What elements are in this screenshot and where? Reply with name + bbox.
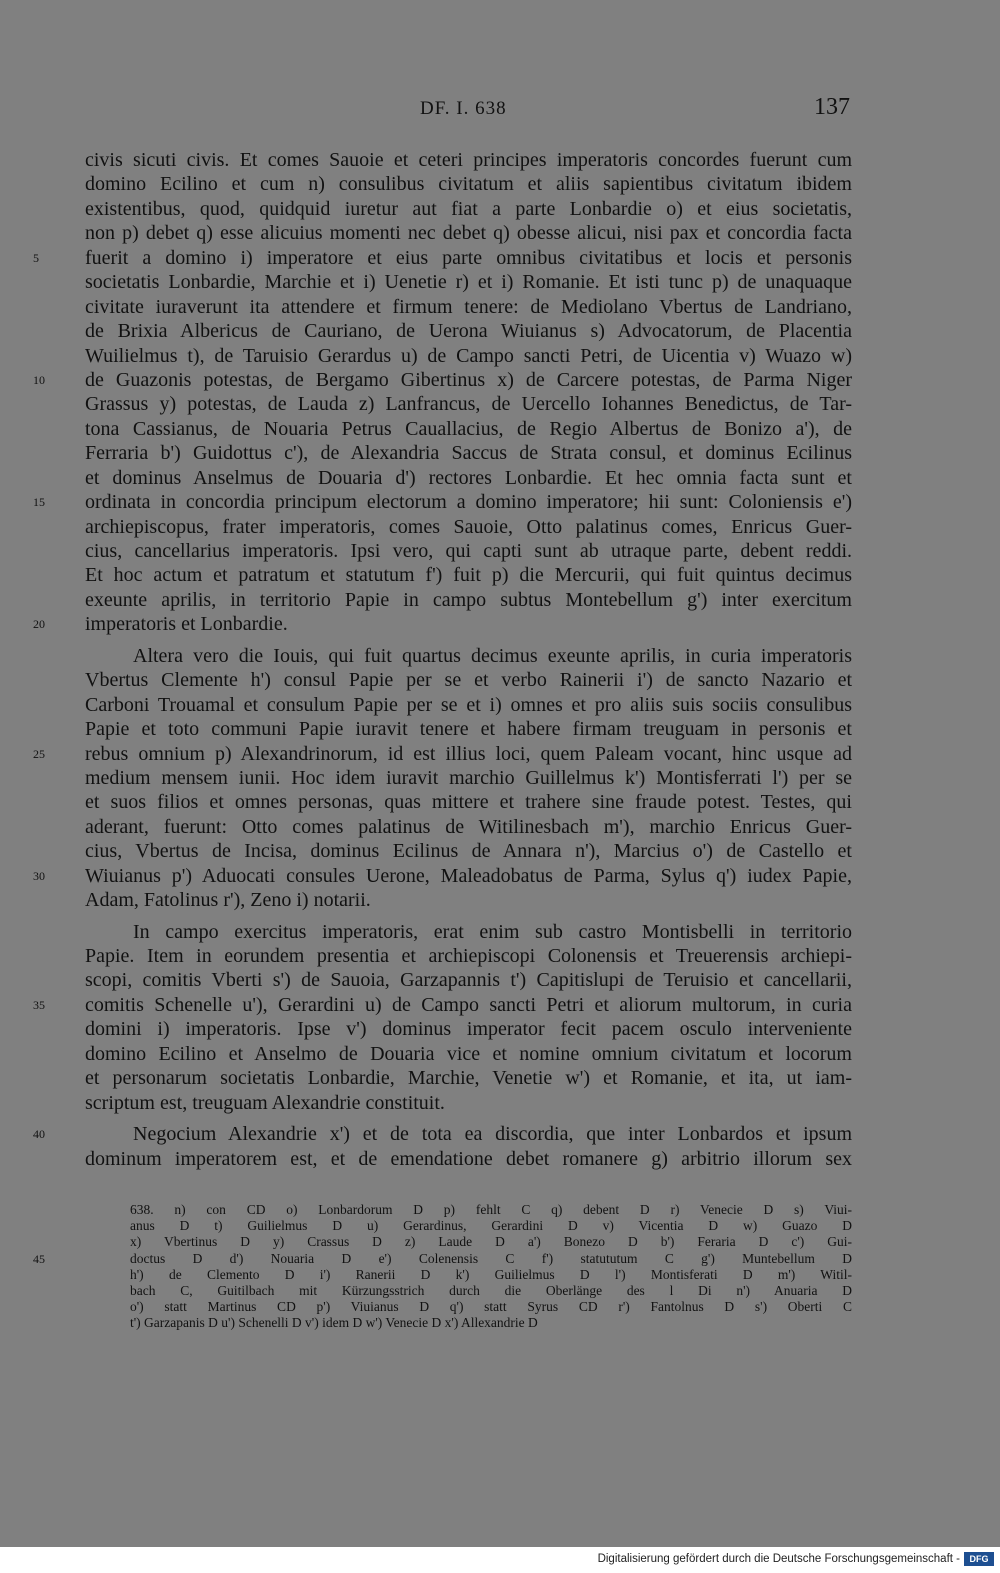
text-line xyxy=(85,392,852,416)
text-line xyxy=(85,888,852,912)
line-number: 5 xyxy=(33,250,39,265)
dfg-logo-icon: DFG xyxy=(964,1552,994,1566)
text-line xyxy=(130,1315,852,1331)
line-text: domini i) imperatoris. Ipse v') dominus imperator fecit pacem osculo interveniente xyxy=(85,1018,852,1041)
line-text: fuerit a domino i) imperatore et eius parte omnibus civitatibus et locis et personis xyxy=(85,246,852,269)
line-number: 10 xyxy=(33,372,45,387)
paragraph-gap xyxy=(85,913,852,920)
text-line xyxy=(85,668,852,692)
text-line xyxy=(33,1250,852,1267)
paragraph-gap xyxy=(85,1115,852,1122)
text-line xyxy=(33,368,852,392)
line-text: archiepiscopus, frater imperatoris, comes Sauoie, Otto palatinus comes, Enricus Guer- xyxy=(85,515,852,538)
line-text: In campo exercitus imperatoris, erat enim sub castro Montisbelli in territorio xyxy=(133,920,852,943)
text-line xyxy=(85,968,852,992)
line-text: cius, Vbertus de Incisa, dominus Ecilinus de Annara n'), Marcius o') de Castello et xyxy=(85,840,852,863)
line-text: Papie. Item in eorundem presentia et archiepiscopi Colonensis et Treuerensis archiepi- xyxy=(85,945,852,967)
text-line xyxy=(85,717,852,741)
text-line xyxy=(85,319,852,343)
text-line xyxy=(85,295,852,319)
text-line xyxy=(85,920,852,944)
text-line xyxy=(85,539,852,563)
text-line xyxy=(33,1122,852,1146)
line-text: tona Cassianus, de Nouaria Petrus Cauallacius, de Regio Albertus de Bonizo a'), de xyxy=(85,417,852,440)
running-head: DF. I. 638 xyxy=(420,98,507,119)
page-number: 137 xyxy=(814,94,850,120)
line-text: de Guazonis potestas, de Bergamo Gibertinus x) de Carcere potestas, de Parma Niger xyxy=(85,368,852,391)
line-text: Vbertus Clemente h') consul Papie per se et verbo Rainerii i') de sancto Nazario et xyxy=(85,669,852,692)
line-text: 638. n) con CD o) Lonbardorum D p) fehlt C q) debent D r) Venecie D s) Viui- xyxy=(130,1202,852,1217)
paragraph-gap xyxy=(85,637,852,644)
line-text: Wiuianus p') Aduocati consules Uerone, Maleadobatus de Parma, Sylus q') iudex Papie, xyxy=(85,864,852,887)
line-text: non p) debet q) esse alicuius momenti nec debet q) obesse alicui, nisi pax et concordia facta xyxy=(85,222,852,245)
main-text xyxy=(33,148,852,1171)
text-line xyxy=(85,766,852,790)
line-text: Altera vero die Iouis, qui fuit quartus decimus exeunte aprilis, in curia imperatoris xyxy=(133,644,852,667)
line-text: x) Vbertinus D y) Crassus D z) Laude D a') Bonezo D b') Feraria D c') Gui- xyxy=(130,1234,852,1250)
text-line xyxy=(85,563,852,587)
line-number: 25 xyxy=(33,746,45,761)
text-line xyxy=(33,612,852,636)
text-line xyxy=(130,1234,852,1250)
line-text: Negocium Alexandrie x') et de tota ea discordia, que inter Lonbardos et ipsum xyxy=(133,1123,852,1146)
line-text: aderant, fuerunt: Otto comes palatinus de Witilinesbach m'), marchio Enricus Guer- xyxy=(85,815,852,838)
line-text: imperatoris et Lonbardie. xyxy=(85,613,288,636)
line-text: existentibus, quod, quidquid iuretur aut fiat a parte Lonbardie o) et eius societatis, xyxy=(85,197,852,220)
line-text: exeunte aprilis, in territorio Papie in campo subtus Montebellum g') inter exercitum xyxy=(85,588,852,611)
text-line xyxy=(85,148,852,172)
line-text: Papie et toto communi Papie iuravit tenere et habere firmam treuguam in personis et xyxy=(85,718,852,741)
line-text: scriptum est, treuguam Alexandrie constituit. xyxy=(85,1091,445,1114)
line-text: de Brixia Albericus de Cauriano, de Uerona Wiuianus s) Advocatorum, de Placentia xyxy=(85,320,852,343)
line-number: 15 xyxy=(33,495,45,510)
text-line xyxy=(85,466,852,490)
line-text: cius, cancellarius imperatoris. Ipsi vero, qui capti sunt ab utraque parte, debent reddi. xyxy=(85,540,852,562)
line-text: anus D t) Guilielmus D u) Gerardinus, Gerardini D v) Vicentia D w) Guazo D xyxy=(130,1218,852,1234)
line-text: et suos filios et omnes personas, quas mittere et trahere sine fraude potest. Testes, qui xyxy=(85,791,852,814)
line-text: Et hoc actum et patratum et statutum f') fuit p) die Mercurii, qui fuit quintus decimus xyxy=(85,564,852,587)
text-line xyxy=(85,790,852,814)
text-line xyxy=(85,441,852,465)
text-line xyxy=(85,270,852,294)
text-line xyxy=(33,864,852,888)
text-line xyxy=(33,742,852,766)
line-text: Ferraria b') Guidottus c'), de Alexandria Saccus de Strata consul, et dominus Ecilinus xyxy=(85,442,852,465)
line-text: t') Garzapanis D u') Schenelli D v') idem D w') Venecie D x') Allexandrie D xyxy=(130,1315,538,1331)
line-text: bach C, Guitilbach mit Kürzungsstrich durch die Oberlänge des l Di n') Anuaria D xyxy=(130,1282,852,1298)
line-text: civis sicuti civis. Et comes Sauoie et ceteri principes imperatoris concordes fuerunt cum xyxy=(85,149,852,171)
text-line xyxy=(85,693,852,717)
line-text: rebus omnium p) Alexandrinorum, id est illius loci, quem Paleam vocant, hinc usque ad xyxy=(85,742,852,765)
line-text: et personarum societatis Lonbardie, Marchie, Venetie w') et Romanie, et ita, ut iam- xyxy=(85,1067,852,1090)
text-line xyxy=(85,515,852,539)
text-line xyxy=(130,1267,852,1283)
line-text: domino Ecilino et cum n) consulibus civitatum et aliis sapientibus civitatum ibidem xyxy=(85,173,852,196)
text-line xyxy=(85,588,852,612)
line-number: 30 xyxy=(33,868,45,883)
line-text: civitate iuraverunt ita attendere et firmum tenere: de Mediolano Vbertus de Landriano, xyxy=(85,295,852,318)
text-line xyxy=(130,1283,852,1299)
text-line xyxy=(130,1299,852,1315)
text-line xyxy=(85,1091,852,1115)
text-line xyxy=(85,815,852,839)
line-text: h') de Clemento D i') Ranerii D k') Guilielmus D l') Montisferati D m') Witil- xyxy=(130,1266,852,1282)
line-text: comitis Schenelle u'), Gerardini u) de Campo sancti Petri et aliorum multorum, in curia xyxy=(85,993,852,1016)
page-header xyxy=(0,94,1000,128)
text-line xyxy=(85,197,852,221)
line-text: Wuilielmus t), de Taruisio Gerardus u) de Campo sancti Petri, de Uicentia v) Wuazo w) xyxy=(85,344,852,367)
line-text: doctus D d') Nouaria D e') Colenensis C f') statututum C g') Muntebellum D xyxy=(130,1250,852,1266)
text-line xyxy=(33,993,852,1017)
line-text: ordinata in concordia principum electorum a domino imperatore; hii sunt: Coloniensis e') xyxy=(85,491,852,514)
line-number: 20 xyxy=(33,617,45,632)
text-line xyxy=(85,221,852,245)
text-line xyxy=(85,944,852,968)
footer-credit: Digitalisierung gefördert durch die Deutsche Forschungsgemeinschaft - xyxy=(597,1553,960,1565)
line-text: dominum imperatorem est, et de emendatione debet romanere g) arbitrio illorum sex xyxy=(85,1147,852,1170)
text-line xyxy=(85,417,852,441)
line-text: Carboni Trouamal et consulum Papie per se et i) omnes et pro aliis suis sociis consulibus xyxy=(85,693,852,716)
text-line xyxy=(85,644,852,668)
footer-bar xyxy=(0,1547,1000,1573)
line-text: domino Ecilino et Anselmo de Douaria vice et nomine omnium civitatum et locorum xyxy=(85,1042,852,1065)
line-number: 45 xyxy=(33,1251,45,1266)
text-line xyxy=(33,490,852,514)
text-line xyxy=(85,839,852,863)
line-text: Adam, Fatolinus r'), Zeno i) notarii. xyxy=(85,889,371,912)
text-line xyxy=(85,1017,852,1041)
line-number: 35 xyxy=(33,997,45,1012)
text-line xyxy=(85,172,852,196)
text-line xyxy=(130,1202,852,1218)
text-line xyxy=(130,1218,852,1234)
line-text: et dominus Anselmus de Douaria d') rectores Lonbardie. Et hec omnia facta sunt et xyxy=(85,466,852,489)
line-text: scopi, comitis Vberti s') de Sauoia, Garzapannis t') Capitislupi de Teruisio et cancellarii, xyxy=(85,969,852,992)
line-text: o') statt Martinus CD p') Viuianus D q') statt Syrus CD r') Fantolnus D s') Oberti C xyxy=(130,1299,852,1315)
text-line xyxy=(85,1147,852,1171)
text-line xyxy=(85,1066,852,1090)
text-line xyxy=(85,344,852,368)
text-line xyxy=(85,1042,852,1066)
footnotes xyxy=(33,1202,852,1332)
text-line xyxy=(33,246,852,270)
line-number: 40 xyxy=(33,1127,45,1142)
line-text: medium mensem iunii. Hoc idem iuravit marchio Guillelmus k') Montisferrati l') per se xyxy=(85,766,852,789)
line-text: Grassus y) potestas, de Lauda z) Lanfrancus, de Uercello Iohannes Benedictus, de Tar- xyxy=(85,393,852,416)
line-text: societatis Lonbardie, Marchie et i) Uenetie r) et i) Romanie. Et isti tunc p) de unaquaque xyxy=(85,271,852,294)
